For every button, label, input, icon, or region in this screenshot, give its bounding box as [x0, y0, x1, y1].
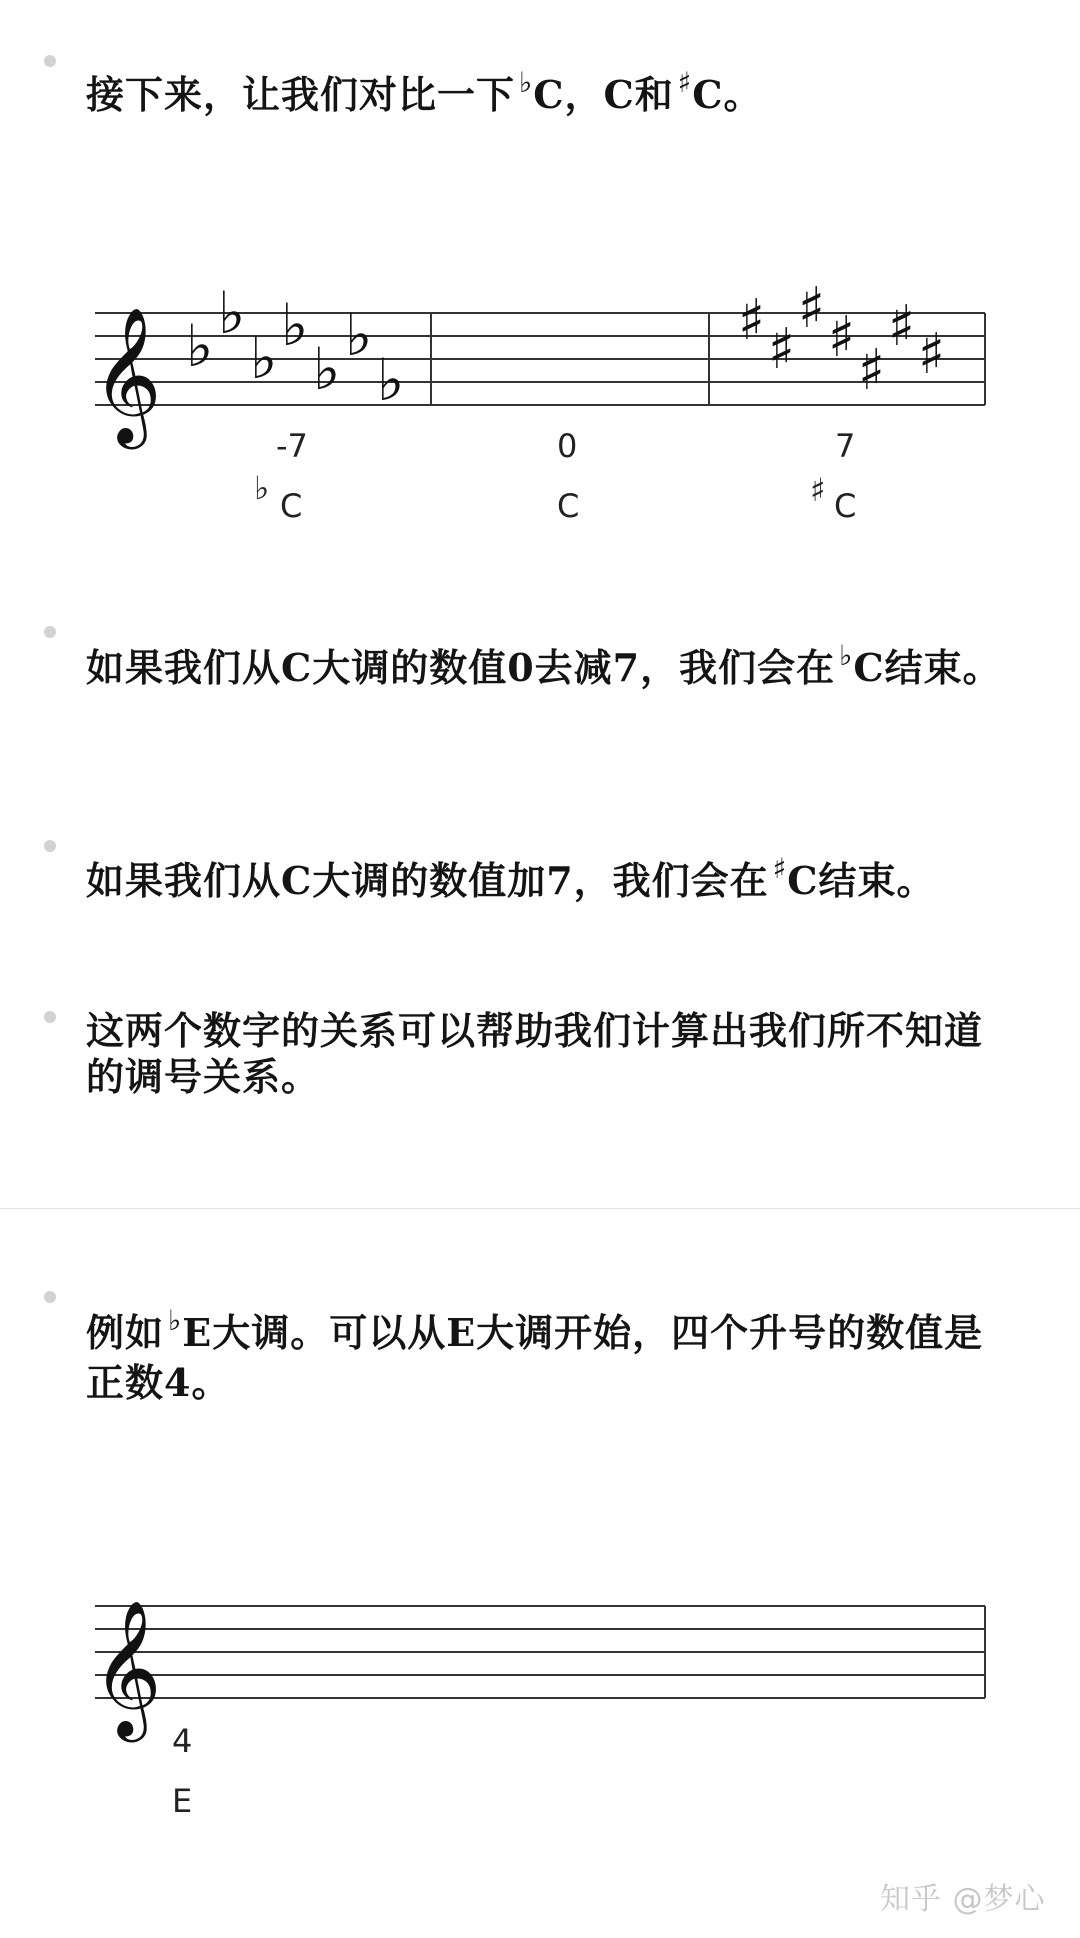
bullet	[44, 1011, 56, 1023]
treble-clef-icon: 𝄞	[92, 1598, 162, 1736]
text: 这两个数字的关系可以帮助我们计算出我们所不知道的调号关系。	[86, 1008, 984, 1099]
key-number: 0	[557, 427, 578, 465]
flat-icon: ♭	[218, 279, 246, 347]
empty-staff	[0, 1560, 1080, 1830]
flat-icon: ♭	[313, 335, 341, 403]
paragraph-3	[86, 852, 1016, 908]
sharp-sign: ♯	[772, 852, 788, 885]
bullet	[44, 1291, 56, 1303]
flat-sign: ♭	[519, 66, 534, 99]
paragraph-2	[86, 639, 1016, 695]
paragraph-5	[86, 1304, 1016, 1406]
flat-icon: ♭	[186, 312, 214, 380]
text: E大调。可以从E大调开始，四个升号的数值是正数4。	[86, 1310, 984, 1405]
key-name: C	[834, 487, 857, 525]
text: 如果我们从C大调的数值加7，我们会在	[86, 858, 769, 903]
bullet	[44, 55, 56, 67]
flat-icon: ♭	[281, 291, 309, 359]
sharp-icon: ♯	[798, 276, 826, 341]
flat-icon: ♭	[345, 301, 373, 369]
sharp-icon: ♯	[768, 317, 796, 382]
text: C。	[692, 72, 763, 117]
flat-icon: ♭	[377, 346, 405, 414]
bullet	[44, 626, 56, 638]
section-divider	[0, 1208, 1080, 1209]
sharp-icon: ♯	[810, 471, 826, 509]
watermark: 知乎 @梦心	[880, 1882, 1046, 1917]
key-number: 7	[835, 427, 856, 465]
text: C结束。	[787, 858, 936, 903]
text: C，C和	[533, 72, 674, 117]
sharp-icon: ♯	[888, 294, 916, 359]
sharp-icon: ♯	[858, 338, 886, 403]
text: C结束。	[853, 645, 1002, 690]
sharp-icon: ♯	[828, 305, 856, 370]
treble-clef-icon: 𝄞	[92, 305, 162, 443]
flat-icon: ♭	[254, 469, 270, 507]
flat-icon: ♭	[250, 324, 278, 392]
key-name: C	[557, 487, 580, 525]
flat-sign: ♭	[168, 1304, 183, 1337]
sharp-icon: ♯	[738, 288, 766, 353]
key-name: E	[172, 1782, 193, 1820]
flat-sign: ♭	[839, 639, 854, 672]
paragraph-1	[86, 66, 1016, 122]
sharp-icon: ♯	[918, 322, 946, 387]
key-number: -7	[276, 427, 308, 465]
key-signature-staff	[0, 255, 1080, 535]
paragraph-4	[86, 1008, 1016, 1100]
text: 接下来，让我们对比一下	[86, 72, 516, 117]
key-name: C	[280, 487, 303, 525]
text: 如果我们从C大调的数值0去减7，我们会在	[86, 645, 836, 690]
key-number: 4	[172, 1722, 193, 1760]
bullet	[44, 840, 56, 852]
text: 例如	[86, 1310, 165, 1355]
sharp-sign: ♯	[677, 66, 693, 99]
